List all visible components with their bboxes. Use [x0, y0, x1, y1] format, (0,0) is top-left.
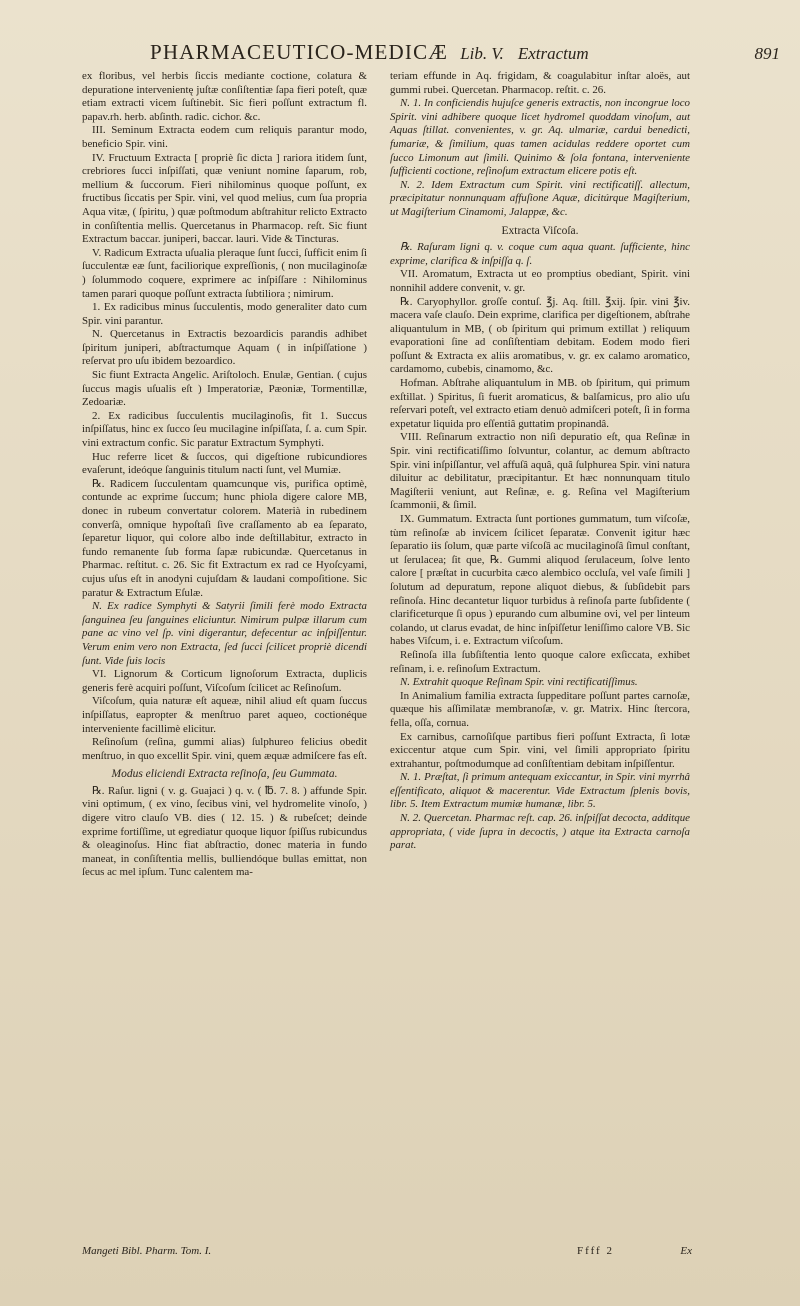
paragraph: N. 2. Quercetan. Pharmac reſt. cap. 26. inſpiſſat decocta, additque appropriata, ( vide ſupra in decoctis, ) atque ita Extracta carnoſa parat.: [390, 812, 690, 852]
paragraph: ℞. Caryophyllor. groſſe contuſ. ℥j. Aq. ſtill. ℥xij. ſpir. vini ℥iv. macera vaſe clauſo. Dein exprime, clarifica per digeſtionem, abſtrahe aliquantulum in MB, ( ob ſpiritum qui primum extillat ) reliquum evaporationi ſine ad conſiſtentiam debitam. Eodem modo fieri poſſunt & Extracta ex aliis aromatibus, v. gr. ex calamo aromatico, cardamomo, cubebis, cinamomo, &c.: [390, 295, 690, 376]
page-number: 891: [754, 44, 780, 63]
paragraph: N. 1. Præſtat, ſi primum antequam exiccantur, in Spir. vini myrrhâ eſſentificato, aliquot & macerentur. Vide Extractum ſplenis bovis, libr. 5. Item Extractum mumiæ humanæ, libr. 5.: [390, 771, 690, 811]
paragraph: V. Radicum Extracta uſualia pleraque ſunt ſucci, ſufficit enim ſi ſucculentæ eæ ſunt, faciliorique expreſſionis, ( non mucilaginoſæ ) ſolummodo coquere, exprimere ac inſpiſſare : Nihilominus tamen parari quoque poſſunt extracta ſubtiliora ; nimirum.: [82, 246, 367, 300]
paragraph: Viſcoſum, quia naturæ eſt aqueæ, nihil aliud eſt quam ſuccus inſpiſſatus, eapropter & menſtruo paret aqueo, coctionéque interveniente facillimè elicitur.: [82, 695, 367, 735]
paragraph: ex floribus, vel herbis ſiccis mediante coctione, colatura & depuratione intervenientę juſtæ conſiſtentiæ ſapa fieri poteſt, quæ etiam extracti vicem ſuſtinebit. Sic fieri poſſunt extractum fl. papav.rh. herb. abſinth. radic. cichor. &c.: [82, 70, 367, 123]
paragraph: N. 2. Idem Extractum cum Spirit. vini rectificatiſſ. allectum, præcipitatur nonnunquam affuſione Aquæ, dicitúrque Magiſterium, ut Magiſterium Cinamomi, Jalappæ, &c.: [390, 178, 690, 218]
paragraph: Reſinoſum (reſina, gummi alias) ſulphureo felicius obedit menſtruo, in quo excellit Spir. vini, quem æquæ admiſcere fas eſt.: [82, 736, 367, 762]
paragraph: VI. Lignorum & Corticum lignoſorum Extracta, duplicis generis ferè acquiri poſſunt, Viſcoſum ſcilicet ac Reſinoſum.: [82, 668, 367, 694]
paragraph: teriam effunde in Aq. frigidam, & coagulabitur inſtar aloës, aut gummi rubei. Quercetan. Pharmacop. reſtit. c. 26.: [390, 70, 690, 96]
paragraph: Modus eliciendi Extracta reſinoſa, ſeu Gummata.: [111, 768, 338, 781]
header-book-number: Lib. V.: [460, 44, 504, 63]
header-section: Extractum: [517, 44, 589, 63]
paragraph: 2. Ex radicibus ſucculentis mucilaginoſis, fit 1. Succus inſpiſſatus, hinc ex ſucco ſeu mucilagine inſpiſſata, ſ. a. cum Spir. vini extractum confic. Sic paratur Extractum Symphyti.: [82, 409, 367, 450]
paragraph: ℞. Radicem ſucculentam quamcunque vis, purifica optimè, contunde ac exprime ſuccum; hunc phiola digere calore MB, donec in rubeum convertatur colorem. Materià in rubedinem converſà, omnique hypoſtaſi ſive craſſamento ab ea ſeparato, ſeparetur liquor, qui colore albo inde deſtillabitur, extracto in fundo remanente ſub forma ſapæ rubicundæ. Quercetanus in Pharmac. reſtitut. c. 26. Sic fit Extractum ex rad ce Hyoſcyami, cujus uſus eſt in anodyni cujuſdam & laudani compoſitione. Sic paratur & Extractum Eſulæ.: [82, 477, 367, 599]
paragraph: VIII. Reſinarum extractio non niſi depuratio eſt, qua Reſinæ in Spir. vini rectificatiſſimo ſolvuntur, colantur, ac demum abſtracto Spir. vini inſpiſſantur, vel affuſâ aquâ, quâ ſulphurea Spir. vini natura diluitur ac debilitatur, præcipitantur. Et hæc nonnunquam titulo Magiſterii veniunt, aut Reſinæ, e. g. Reſina vel Magiſterium ſcammonii, & ſimil.: [390, 431, 690, 512]
paragraph: ℞. Raſur. ligni ( v. g. Guajaci ) q. v. ( ℔. 7. 8. ) affunde Spir. vini optimum, ( ex vino, ſecibus vini, vel hydromelite vinoſo, ) digere vitro clauſo VB. dies ( 12. 15. ) & rubeſcet; deinde exprime fortiſſime, ut egrediatur quoque liquor ſpiſſus rubicundus & oleaginoſus. Hinc fiat abſtractio, donec materia in fundo maneat, in conſiſtentia mellis, bulliendóque bullas emittat, non ſecus ac mel ipſum. Tunc calentem ma-: [82, 784, 367, 879]
paragraph: Ex carnibus, carnoſiſque partibus fieri poſſunt Extracta, ſi lotæ exiccentur atque cum Spir. vini, vel ſimili appropriato ſpiritu extrahantur, poſtmodumque ad conſiſtentiam debitam inſpiſſentur.: [390, 730, 690, 770]
paragraph: N. Extrahit quoque Reſinam Spir. vini rectificatiſſimus.: [400, 676, 638, 689]
paragraph: Hofman. Abſtrahe aliquantulum in MB. ob ſpiritum, qui primum exſtillat. ) Spiritus, ſi fuerit aromaticus, & balſamicus, pro alio uſu reſervari poteſt, vel extracto etiam denuò admiſceri poteſt, ſi in forma expetatur liquida pro eſſentiâ guttatim propinandâ.: [390, 377, 690, 430]
right-text-column: [390, 70, 690, 853]
page-footer: [82, 1245, 692, 1263]
paragraph: N. Ex radice Symphyti & Satyrii ſimili ferè modo Extracta ſanguinea ſeu ſanguines eliciuntur. Nimirum pulpæ illarum cum pane ac vino vel ſp. vini digerantur, defecentur ac inſpiſſentur. Verum enim vero non Extracta, ſed ſucci ſcilicet propriè dicendi ſunt. Vide ſuis locis: [82, 600, 367, 667]
paragraph: IV. Fructuum Extracta [ propriè ſic dicta ] rariora itidem ſunt, crebriores ſucci inſpiſſati, quæ veniunt nomine ſaparum, rob, mellium & ſuccorum. Fieri nihilominus quoque poſſunt, ex fructibus ſiccatis per Spir. vini, vel quod melius, cum ſua propria Aqua vitæ, ( ſpiritu, ) quæ poſtmodum abſtrahitur relicto Extracto in conſiſtentia mellis. Quercetanus in Pharmacop. reſt. Sic fiunt Extractum baccar. juniperi, baccar. lauri. Vide & Tincturas.: [82, 151, 367, 246]
paragraph: Extracta Viſcoſa.: [501, 224, 579, 237]
paragraph: Reſinoſa illa ſubſiſtentia lento quoque calore exſiccata, exhibet reſinam, i. e. reſinoſum Extractum.: [390, 648, 690, 675]
catchword: Ex: [680, 1245, 692, 1257]
running-header: [150, 40, 780, 74]
footer-book-title: Mangeti Bibl. Pharm. Tom. I.: [82, 1245, 212, 1257]
header-title: PHARMACEUTICO-MEDICÆ: [150, 40, 449, 64]
paragraph: N. 1. In conficiendis hujuſce generis extractis, non incongrue loco Spirit. vini adhibere quoque licet hydromel quoddam vinoſum, aut Aquas ſtillat. convenientes, v. gr. Aq. ulmariæ, cardui benedicti, fumariæ, & ſimilium, quas tamen acidulas reddere oportet cum ſucco Limonum aut ſimili. Quinimo & ſola fontana, interveniente ſufficienti coctione, reſinoſum extractum elicere potis eſt.: [390, 97, 690, 178]
paragraph: 1. Ex radicibus minus ſucculentis, modo generaliter dato cum Spir. vini parantur.: [82, 301, 367, 327]
paragraph: Huc referre licet & ſuccos, qui digeſtione rubicundiores evaſerunt, ideóque ſanguinis titulum nacti ſunt, vel Mumiæ.: [82, 450, 367, 477]
paragraph: VII. Aromatum, Extracta ut eo promptius obediant, Spirit. vini nonnihil addere convenit, v. gr.: [390, 268, 690, 294]
paragraph: ℞. Raſuram ligni q. v. coque cum aqua quant. ſufficiente, hinc exprime, clarifica & inſpiſſa q. ſ.: [390, 241, 690, 267]
signature-mark: Ffff 2: [577, 1245, 614, 1257]
paragraph: IX. Gummatum. Extracta ſunt portiones gummatum, tum viſcoſæ, tùm reſinoſæ ab invicem ſcilicet ſeparatæ. Convenit igitur hæc ſeparatio iis ſolum, quæ parte viſcoſâ ac mucilaginoſâ ſimul conſtant, ut ſerulacea; ſit que, ℞. Gummi aliquod ſerulaceum, ſolve lento calore [ præſtat in cucurbita cæco alembico occluſa, vel vaſe ſimili ] ſolutum ad depuratum, repone aliquot diebus, & ſubſidebit pars reſinoſa. Hinc decantetur liquor turbidus à reſinoſa parte ſubſidente ( clarificeturque ſi opus ) epurando cum albumine ovi, vel per linteum colando, ut clarus evadat, de hinc inſpiſſetur leniſſimo calore VB. Sic habes Viſcum, i. e. Extractum viſcoſum.: [390, 513, 690, 648]
left-text-column: [82, 70, 367, 880]
paragraph: N. Quercetanus in Extractis bezoardicis parandis adhibet ſpiritum juniperi, abſtractumque Aquam ( in inſpiſſatione ) reſervat pro uſu ibidem bezoardico.: [82, 328, 367, 368]
paragraph: III. Seminum Extracta eodem cum reliquis parantur modo, beneficio Spir. vini.: [82, 124, 367, 150]
paragraph: Sic fiunt Extracta Angelic. Ariſtoloch. Enulæ, Gentian. ( cujus ſuccus magis uſualis eſt ) Imperatoriæ, Pæoniæ, Tormentillæ, Zedoariæ.: [82, 369, 367, 409]
paragraph: In Animalium familia extracta ſuppeditare poſſunt partes carnoſæ, quæque his aſſimilatæ membranoſæ, v. gr. Matrix. Hinc ſtercora, fella, oſſa, cornua.: [390, 689, 690, 729]
